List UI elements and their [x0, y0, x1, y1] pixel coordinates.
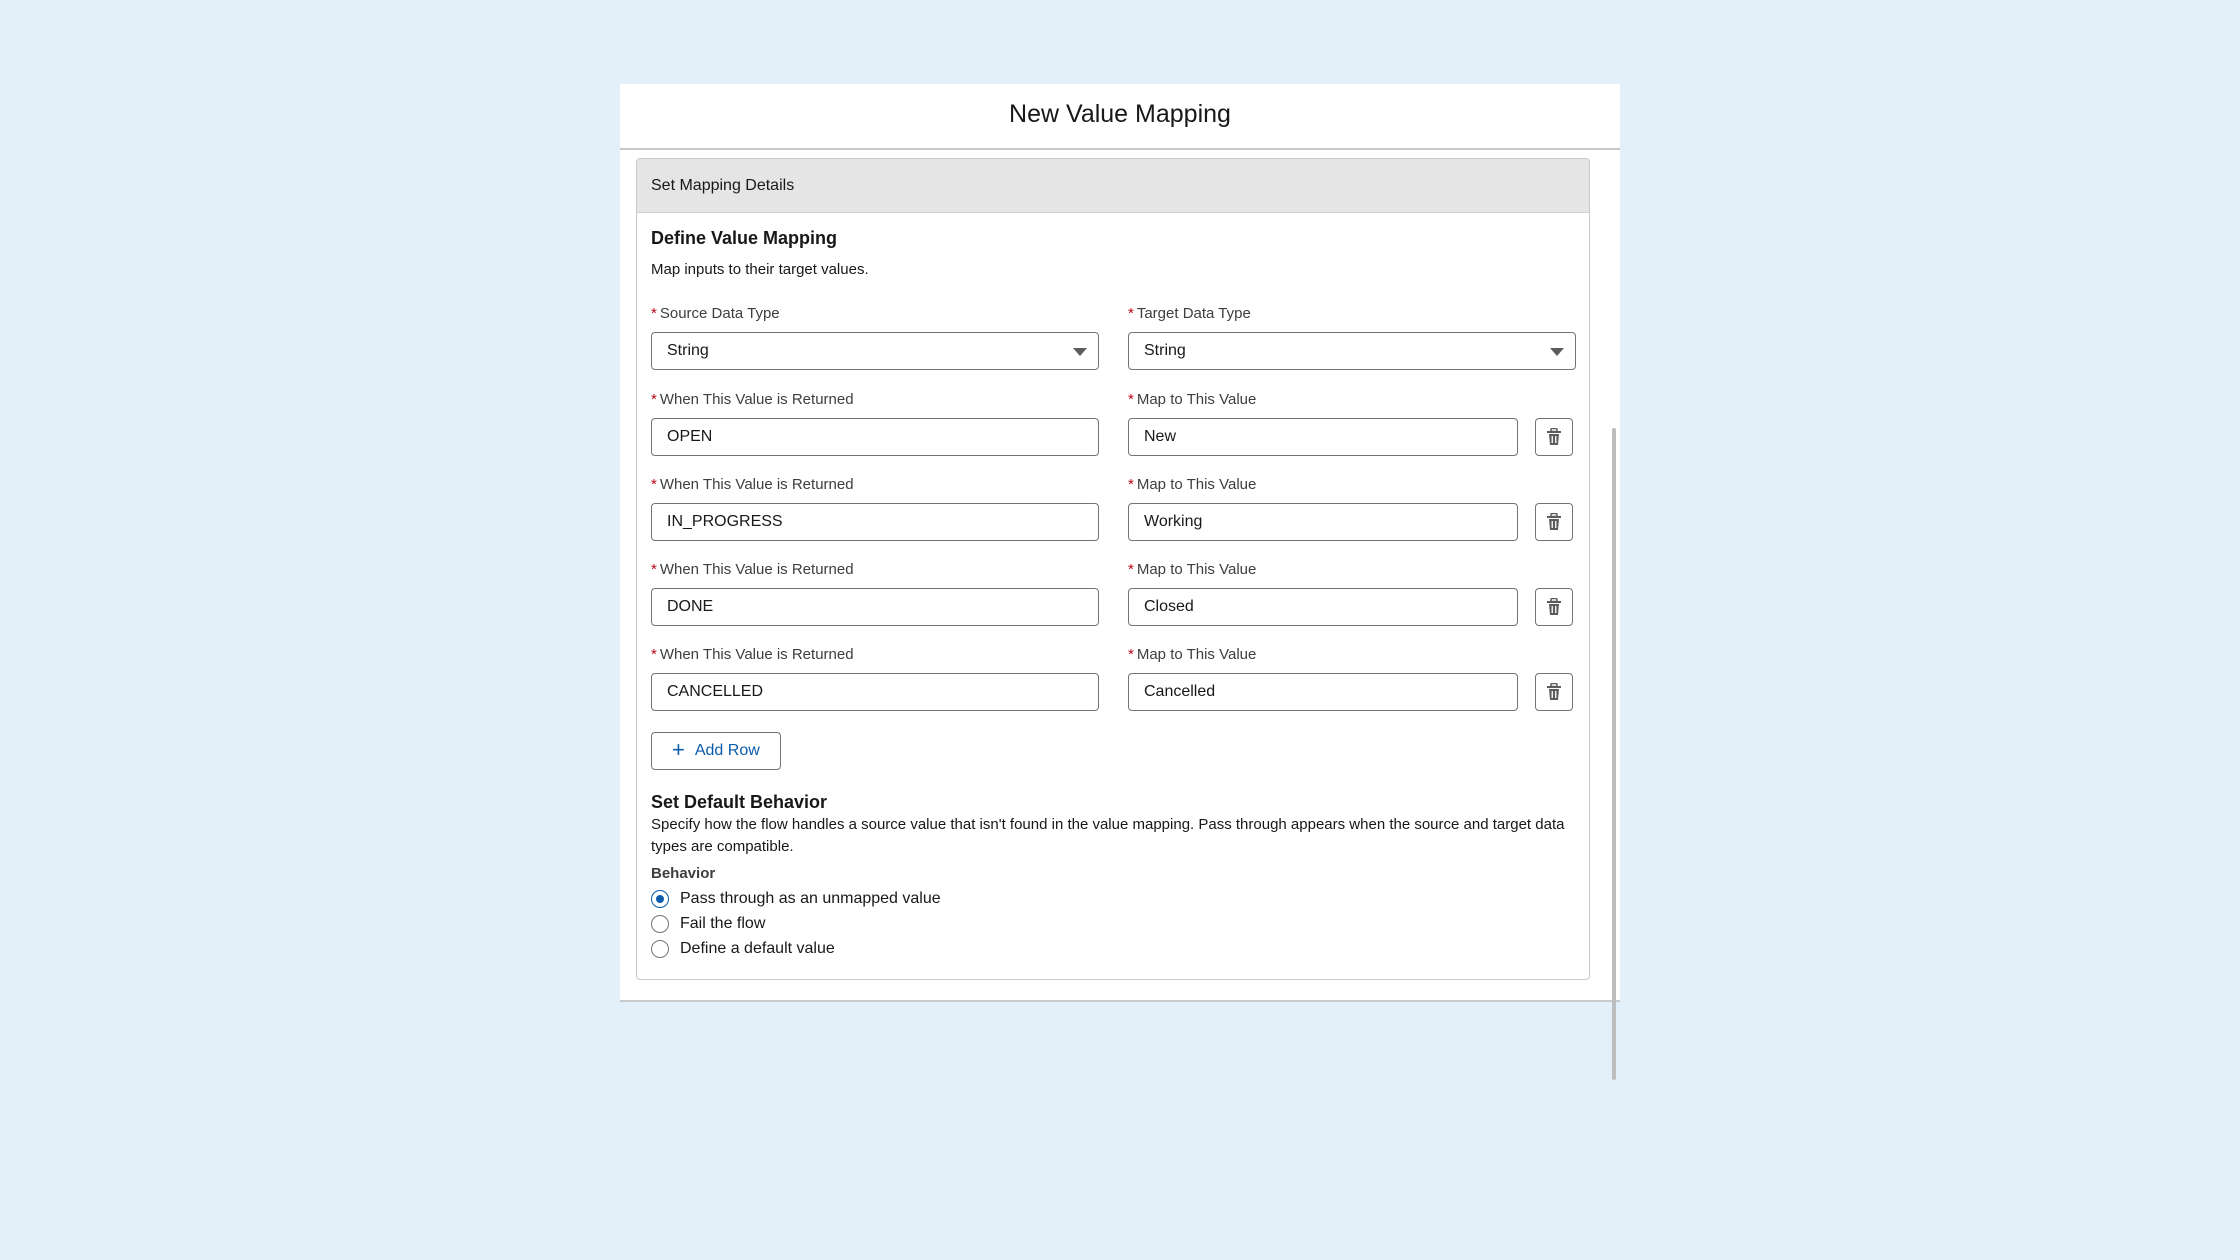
source-value-label [651, 561, 854, 578]
target-type-label-text: Target Data Type [1136, 305, 1251, 322]
trash-icon [1546, 683, 1562, 701]
target-value-label [1128, 561, 1256, 578]
behavior-option[interactable] [651, 940, 835, 958]
source-type-label [651, 305, 780, 322]
trash-icon [1546, 598, 1562, 616]
delete-row-button[interactable] [1535, 588, 1573, 626]
plus-icon: + [672, 737, 685, 762]
required-marker: * [1128, 646, 1134, 663]
add-row-label: Add Row [694, 742, 760, 759]
modal-header [620, 84, 1620, 150]
required-marker: * [1128, 476, 1134, 493]
section-header[interactable] [637, 159, 1589, 213]
required-marker: * [651, 646, 657, 663]
behavior-option-label: Pass through as an unmapped value [680, 890, 941, 907]
trash-icon [1546, 513, 1562, 531]
source-value-label-text: When This Value is Returned [659, 476, 854, 493]
target-value-label [1128, 476, 1256, 493]
source-value: OPEN [667, 428, 713, 445]
target-value: New [1144, 428, 1177, 445]
target-value-label [1128, 391, 1256, 408]
target-type-label [1128, 305, 1251, 322]
behavior-option-label: Define a default value [680, 940, 835, 957]
required-marker: * [651, 391, 657, 408]
source-value: IN_PROGRESS [667, 513, 783, 530]
target-value-input[interactable] [1128, 418, 1518, 456]
behavior-option[interactable] [651, 915, 765, 933]
required-marker: * [1128, 561, 1134, 578]
source-value-label-text: When This Value is Returned [659, 561, 854, 578]
source-value-input[interactable] [651, 588, 1099, 626]
source-value-input[interactable] [651, 673, 1099, 711]
target-value-input[interactable] [1128, 588, 1518, 626]
source-type-select[interactable] [651, 332, 1099, 370]
target-value: Closed [1144, 598, 1194, 615]
source-value-label-text: When This Value is Returned [659, 391, 854, 408]
source-value-input[interactable] [651, 418, 1099, 456]
delete-row-button[interactable] [1535, 418, 1573, 456]
target-value-label-text: Map to This Value [1136, 646, 1257, 663]
source-value-label [651, 476, 854, 493]
source-value: CANCELLED [667, 683, 764, 700]
modal-body [620, 150, 1620, 1000]
section-description: Map inputs to their target values. [651, 261, 869, 278]
target-value-input[interactable] [1128, 673, 1518, 711]
radio-button[interactable] [651, 940, 669, 958]
section-heading: Define Value Mapping [651, 228, 838, 248]
required-marker: * [1128, 391, 1134, 408]
required-marker: * [651, 476, 657, 493]
trash-icon [1546, 428, 1562, 446]
source-value-label [651, 646, 854, 663]
radio-button[interactable] [651, 890, 669, 908]
behavior-group-label: Behavior [651, 865, 716, 882]
target-value-label-text: Map to This Value [1136, 561, 1257, 578]
value-mapping-modal [620, 84, 1620, 1002]
default-behavior-heading: Set Default Behavior [651, 792, 828, 812]
behavior-option[interactable] [651, 890, 941, 908]
target-type-select[interactable] [1128, 332, 1576, 370]
chevron-down-icon [1550, 348, 1564, 356]
target-type-value: String [1144, 342, 1186, 359]
delete-row-button[interactable] [1535, 673, 1573, 711]
target-value-label-text: Map to This Value [1136, 476, 1257, 493]
source-type-value: String [667, 342, 709, 359]
modal-title: New Value Mapping [1009, 99, 1231, 128]
add-row-button[interactable] [651, 732, 781, 770]
target-value-input[interactable] [1128, 503, 1518, 541]
source-value-input[interactable] [651, 503, 1099, 541]
required-marker: * [651, 305, 657, 322]
required-marker: * [1128, 305, 1134, 322]
radio-button[interactable] [651, 915, 669, 933]
required-marker: * [651, 561, 657, 578]
target-value-label [1128, 646, 1256, 663]
target-value-label-text: Map to This Value [1136, 391, 1257, 408]
source-value-label [651, 391, 854, 408]
source-value: DONE [667, 598, 714, 615]
default-behavior-description: Specify how the flow handles a source value that isn't found in the value mapping. Pass through appears when the source and target data types are compatible. [651, 816, 1565, 855]
source-type-label-text: Source Data Type [659, 305, 780, 322]
scrollbar[interactable] [1612, 428, 1616, 1080]
behavior-option-label: Fail the flow [680, 915, 766, 932]
source-value-label-text: When This Value is Returned [659, 646, 854, 663]
target-value: Working [1144, 513, 1203, 530]
section-header-label: Set Mapping Details [651, 176, 795, 194]
chevron-down-icon [1073, 348, 1087, 356]
delete-row-button[interactable] [1535, 503, 1573, 541]
target-value: Cancelled [1144, 683, 1216, 700]
mapping-details-section [636, 158, 1590, 980]
